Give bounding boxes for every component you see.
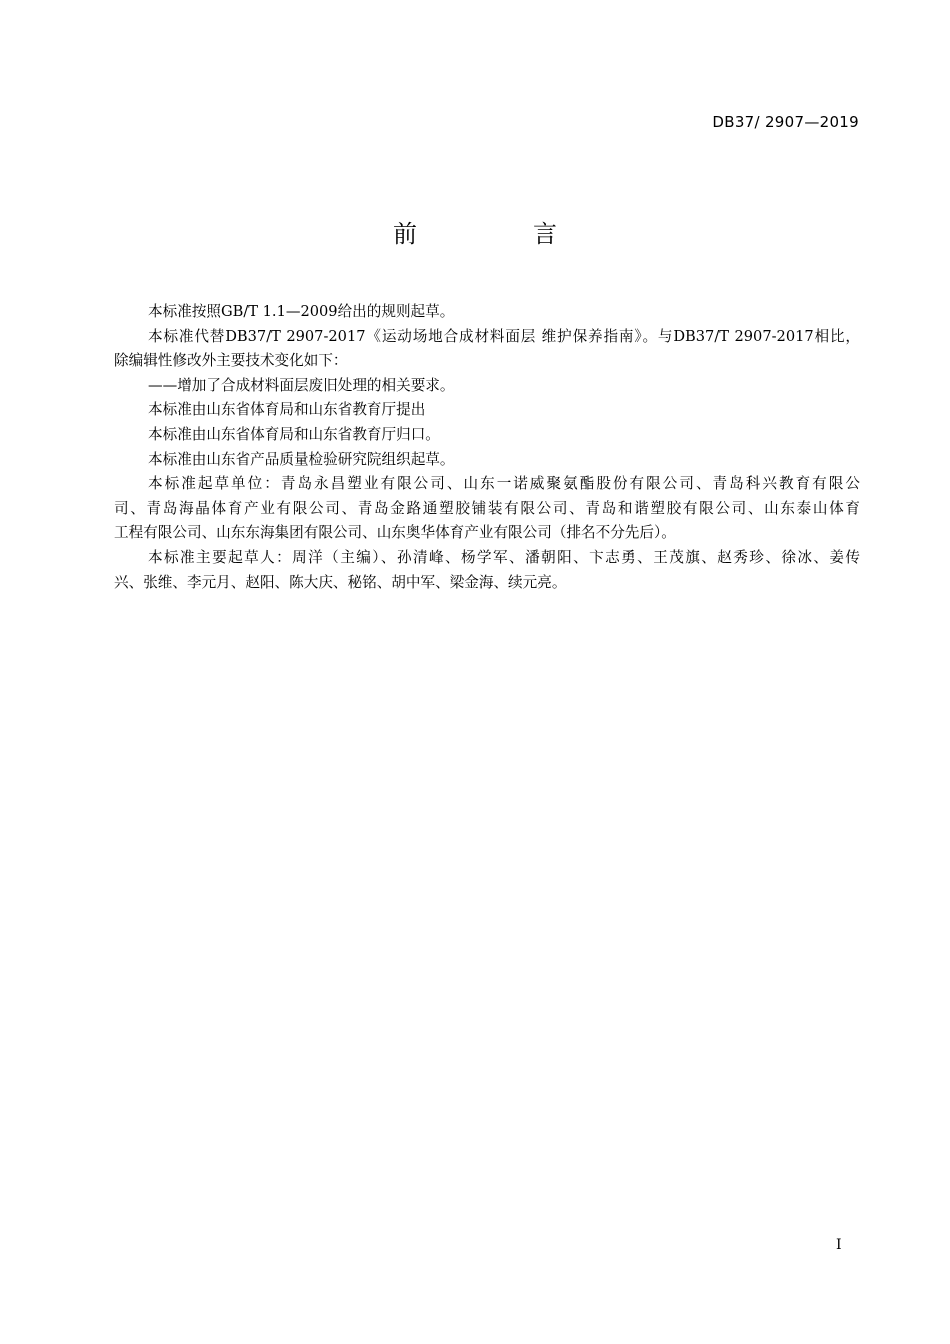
- paragraph-line: 本标准主要起草人：周洋（主编）、孙清峰、杨学军、潘朝阳、卞志勇、王茂旗、赵秀珍、徐冰、姜传: [148, 548, 860, 566]
- page-number: I: [836, 1237, 842, 1253]
- document-number: DB37/ 2907—2019: [712, 113, 859, 131]
- paragraph-line: 除编辑性修改外主要技术变化如下：: [114, 352, 348, 370]
- paragraph-line: 本标准由山东省体育局和山东省教育厅归口。: [148, 425, 440, 443]
- paragraph-line: 司、青岛海晶体育产业有限公司、青岛金路通塑胶铺装有限公司、青岛和谐塑胶有限公司、山东泰山体育: [114, 499, 860, 517]
- paragraph-line: 本标准按照GB/T 1.1—2009给出的规则起草。: [148, 303, 455, 320]
- paragraph-line: 兴、张维、李元月、赵阳、陈大庆、秘铭、胡中军、梁金海、续元亮。: [114, 573, 567, 591]
- paragraph-line: 工程有限公司、山东东海集团有限公司、山东奥华体育产业有限公司（排名不分先后）。: [114, 524, 676, 542]
- paragraph-line: 本标准由山东省体育局和山东省教育厅提出: [148, 401, 426, 419]
- page-title: 前 言: [393, 220, 603, 248]
- paragraph-line: 本标准由山东省产品质量检验研究院组织起草。: [148, 450, 455, 468]
- paragraph-line: 本标准代替DB37/T 2907-2017《运动场地合成材料面层 维护保养指南》。与DB37/T 2907-2017相比，: [148, 327, 860, 345]
- foreword-body: [114, 300, 860, 595]
- list-item: ——增加了合成材料面层废旧处理的相关要求。: [148, 376, 455, 394]
- paragraph-line: 本标准起草单位：青岛永昌塑业有限公司、山东一诺威聚氨酯股份有限公司、青岛科兴教育有限公: [148, 475, 860, 493]
